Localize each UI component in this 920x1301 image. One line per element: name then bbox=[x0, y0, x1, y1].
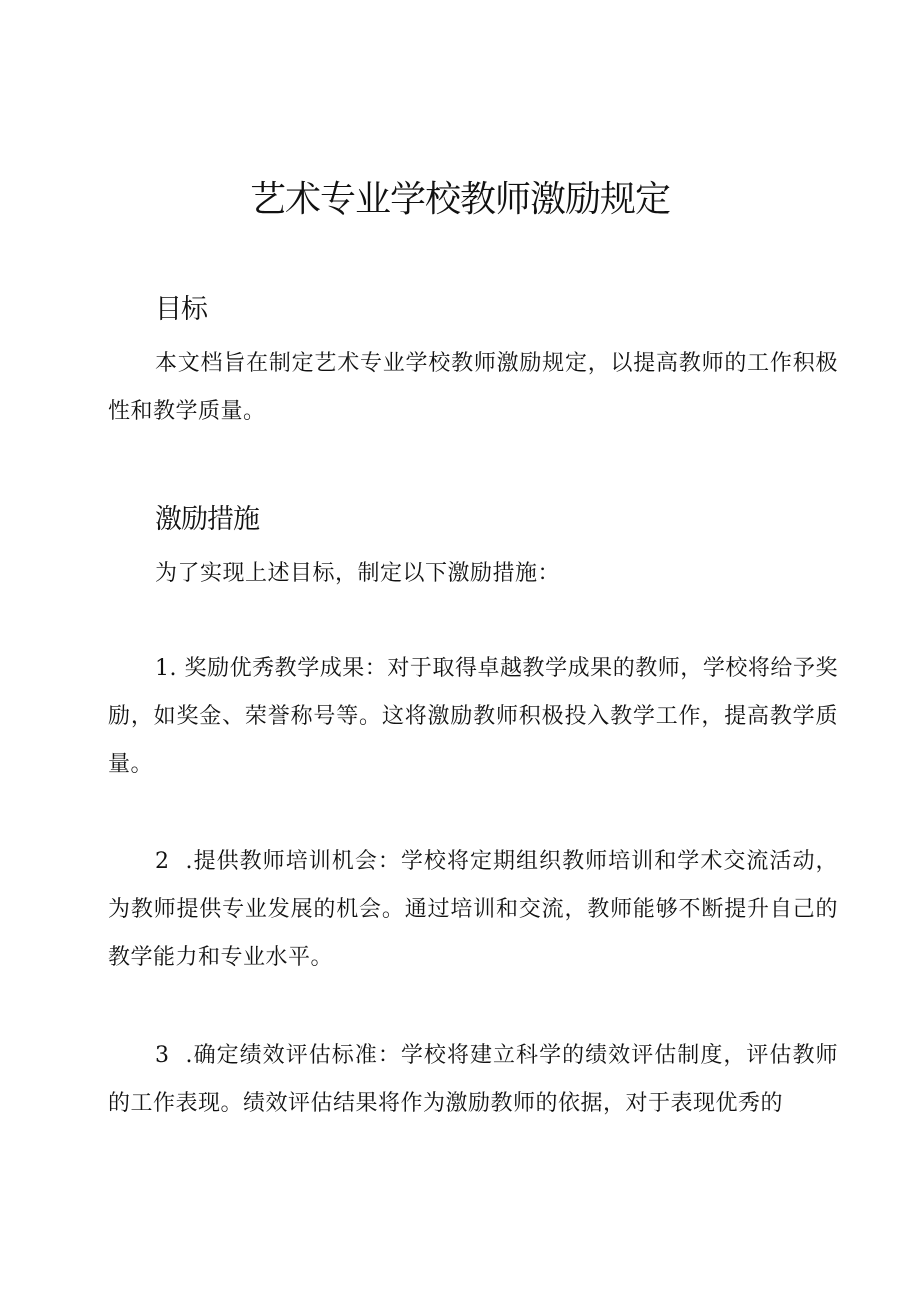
measures-intro: 为了实现上述目标，制定以下激励措施： bbox=[155, 561, 561, 586]
list-item-number: 2 . bbox=[155, 849, 194, 874]
goal-paragraph: 本文档旨在制定艺术专业学校教师激励规定，以提高教师的工作积极性和教学质量。 bbox=[108, 351, 838, 424]
list-item-text: 奖励优秀教学成果：对于取得卓越教学成果的教师，学校将给予奖励，如奖金、荣誉称号等。这将激励教师积极投入教学工作，提高教学质量。 bbox=[108, 656, 838, 777]
list-item-number: 1. bbox=[155, 656, 185, 681]
list-item-text: 提供教师培训机会：学校将定期组织教师培训和学术交流活动，为教师提供专业发展的机会。通过培训和交流，教师能够不断提升自己的教学能力和专业水平。 bbox=[108, 849, 838, 970]
document-title: 艺术专业学校教师激励规定 bbox=[249, 179, 670, 220]
list-item-number: 3 . bbox=[155, 1043, 194, 1068]
list-item-2 bbox=[108, 838, 838, 982]
list-item-3 bbox=[108, 1032, 838, 1128]
section-heading-goal: 目标 bbox=[155, 294, 207, 325]
list-item-1 bbox=[108, 645, 838, 789]
list-item-text: 确定绩效评估标准：学校将建立科学的绩效评估制度，评估教师的工作表现。绩效评估结果将作为激励教师的依据，对于表现优秀的 bbox=[108, 1043, 838, 1116]
section-heading-measures: 激励措施 bbox=[155, 504, 259, 535]
